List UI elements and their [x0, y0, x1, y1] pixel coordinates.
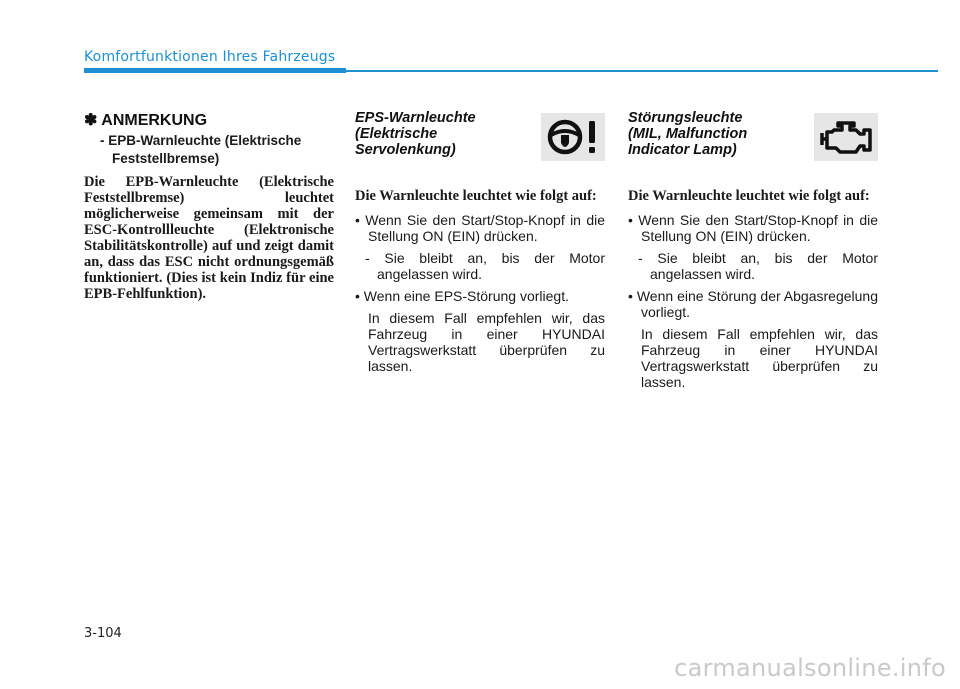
eps-bullet-2: • Wenn eine EPS-Störung vorliegt. — [355, 288, 569, 304]
mil-bullet-2: • Wenn eine Störung der Abgasregelung vorliegt. — [628, 288, 878, 320]
mil-title — [628, 110, 798, 158]
eps-dash-1: - Sie bleibt an, bis der Motor angelassen wird. — [365, 250, 605, 282]
eps-intro: Die Warnleuchte leuchtet wie folgt auf: — [355, 188, 597, 204]
eps-column — [355, 110, 605, 380]
header-rule-thick — [84, 68, 346, 73]
note-title: ✽ ANMERKUNG — [84, 112, 208, 129]
eps-title — [355, 110, 525, 158]
eps-title-line-1: EPS-Warnleuchte — [355, 110, 476, 126]
mil-title-line-2: (MIL, Malfunction — [628, 126, 748, 142]
eps-title-line-3: Servolenkung) — [355, 142, 456, 158]
header-rule-thin — [346, 70, 938, 72]
mil-title-line-3: Indicator Lamp) — [628, 142, 737, 158]
eps-recommendation: In diesem Fall empfehlen wir, das Fahrzeug in einer HYUNDAI Vertragswerkstatt überprüfen zu lassen. — [368, 310, 605, 374]
mil-heading — [628, 110, 878, 188]
page-number: 3-104 — [84, 626, 122, 641]
mil-recommendation: In diesem Fall empfehlen wir, das Fahrzeug in einer HYUNDAI Vertragswerkstatt überprüfen zu lassen. — [641, 326, 878, 390]
mil-dash-1: - Sie bleibt an, bis der Motor angelassen wird. — [638, 250, 878, 282]
note-subtitle: - EPB-Warnleuchte (Elektrische Feststellbremse) — [100, 133, 302, 166]
watermark: carmanualsonline.info — [674, 654, 946, 682]
note-body: Die EPB-Warnleuchte (Elektrische Feststellbremse) leuchtet möglicherweise gemeinsam mit der ESC-Kontrollleuchte (Elektronische Stabilitätskontrolle) auf und zeigt damit an, dass das ESC nicht ordnungsgemäß funktioniert. (Dies ist kein Indiz für eine EPB-Fehlfunktion). — [84, 174, 334, 302]
steering-wheel-warning-icon — [541, 113, 605, 161]
mil-column — [628, 110, 878, 396]
eps-title-line-2: (Elektrische — [355, 126, 438, 142]
mil-intro: Die Warnleuchte leuchtet wie folgt auf: — [628, 188, 870, 204]
mil-bullet-1: • Wenn Sie den Start/Stop-Knopf in die Stellung ON (EIN) drücken. — [628, 212, 878, 244]
engine-check-icon — [814, 113, 878, 161]
section-header-title: Komfortfunktionen Ihres Fahrzeugs — [84, 49, 336, 65]
note-column — [84, 110, 334, 302]
eps-heading — [355, 110, 605, 188]
mil-title-line-1: Störungsleuchte — [628, 110, 743, 126]
eps-bullet-1: • Wenn Sie den Start/Stop-Knopf in die Stellung ON (EIN) drücken. — [355, 212, 605, 244]
